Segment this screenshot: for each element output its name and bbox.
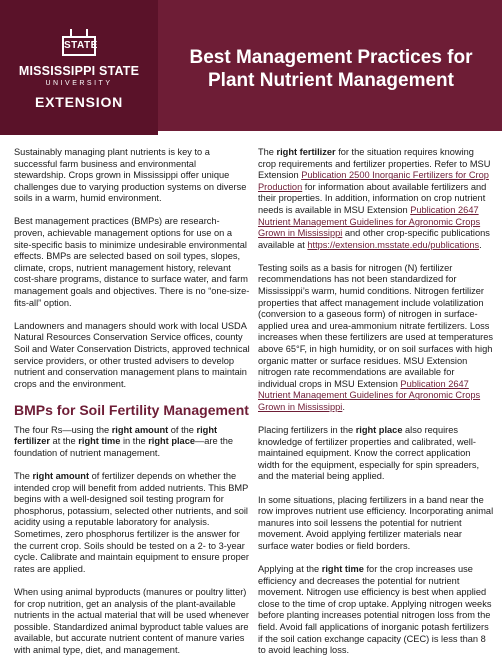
bmp-definition-paragraph: Best management practices (BMPs) are research-proven, achievable management options for use on a site-specific basis to minimize undesirable environmental effects. BMPs are selected based on soil types, slopes, climate, crops, nutrient management history, relevant cost-share programs, distance to surface water, and farm management goals and objectives. There is no “one-size-fits-all” option.	[14, 216, 250, 308]
nitrogen-testing-paragraph: Testing soils as a basis for nitrogen (N) fertilizer recommendations has not been standardized for Mississippi’s warm, humid conditions. Nitrogen fertilizer properties that affect management include volatilization (conversion to a gaseous form) of nitrogen in surface-applied urea and urea-ammonium nitrate fertilizers. Loss increases when these fertilizers are used at temperatures above 65°F, in high humidity, or on soil surfaces with high organic matter or surface residues. MSU Extension nitrogen rate recommendations are available for individual crops in MSU Extension Publication 2647 Nutrient Management Guidelines for Agronomic Crops Grown in Mississippi.	[258, 262, 493, 412]
section-heading-soil-fertility: BMPs for Soil Fertility Management	[14, 401, 249, 418]
band-placement-paragraph: In some situations, placing fertilizers in a band near the row improves nutrient use efficiency. Incorporating animal manures into soil lessens the potential for nutrient movement. Avoid applying fertilizer materials near surface water bodies or field borders.	[258, 494, 494, 551]
right-amount-paragraph: The right amount of fertilizer depends on whether the intended crop will benefit from added nutrients. This BMP begins with a well-designed soil testing program for phosphorus, potassium, selected other nutrients, and soil acidity using a reputable laboratory for analysis. Sometimes, zero phosphorus fertilizer is the answer for the current crop. Soils should be tested on a 2- to 3-year cycle. Calibrate and maintain equipment to ensure proper rates are applied.	[14, 471, 249, 574]
page-title-line1: Best Management Practices for	[189, 47, 473, 68]
right-column	[258, 147, 494, 668]
logo-university-name: MISSISSIPPI STATE	[18, 64, 140, 78]
publications-url-link[interactable]: https://extension.msstate.edu/publications	[307, 239, 480, 250]
four-rs-paragraph: The four Rs—using the right amount of the right fertilizer at the right time in the right place—are the foundation of nutrient management.	[14, 424, 234, 458]
logo-university-word: UNIVERSITY	[45, 80, 113, 87]
left-column	[14, 147, 250, 668]
page-title	[168, 46, 494, 92]
right-time-paragraph: Applying at the right time for the crop increases use efficiency and decreases the potential for nutrient movement. Nitrogen use efficiency is best when applied close to the time of crop uptake. Applying nitrogen weeks before planting increases potential nitrogen loss from the field. Avoid fall applications of inorganic potash fertilizers if the soil cation exchange capacity (CEC) is less than 8 to avoid leaching loss.	[258, 564, 492, 656]
publication-2647-link-2[interactable]: Publication 2647 Nutrient Management Guidelines for Agronomic Crops Grown in Mississippi	[258, 378, 481, 412]
right-place-paragraph: Placing fertilizers in the right place also requires knowledge of fertilizer properties and calibrated, well-maintained equipment. Know the correct application width for the equipment, especially for spin spreaders, and the material being applied.	[258, 425, 480, 482]
advisers-paragraph: Landowners and managers should work with local USDA Natural Resources Conservation Service offices, county Soil and Water Conservation Districts, approved technical service providers, or other trusted advisers to develop nutrient and conservation management plans to maintain crops and the environment.	[14, 320, 250, 389]
state-emblem-icon: STATE	[62, 36, 96, 56]
logo-extension-word: EXTENSION	[34, 94, 124, 110]
page-title-line2: Plant Nutrient Management	[208, 70, 454, 91]
header-banner	[0, 0, 502, 135]
animal-byproducts-paragraph: When using animal byproducts (manures or poultry litter) for crop nutrition, get an analysis of the plant-available nutrients in the actual material that will be used whenever possible. Standardized animal byproduct table values are available, but accurate nutrient content of manure varies with animal type, diet, and management.	[14, 586, 249, 655]
msu-extension-logo[interactable]	[0, 0, 158, 135]
publication-2500-link[interactable]: Publication 2500 Inorganic Fertilizers for Crop Production	[258, 170, 489, 192]
right-fertilizer-paragraph: The right fertilizer for the situation requires knowing crop requirements and fertilizer properties. Refer to MSU Extension Publication 2500 Inorganic Fertilizers for Crop Production for information about available fertilizers and their properties. In addition, information on crop nutrient needs is available in MSU Extension Publication 2647 Nutrient Management Guidelines for Agronomic Crops Grown in Mississippi and other crop-specific publications available at https://extension.msstate.edu/publications.	[258, 147, 491, 250]
intro-paragraph: Sustainably managing plant nutrients is key to a successful farm business and environmental stewardship. Crops grown in Mississippi offer unique challenges due to varying production systems on diverse soils in a warm, humid environment.	[14, 147, 247, 204]
publication-2647-link[interactable]: Publication 2647 Nutrient Management Guidelines for Agronomic Crops Grown in Mississippi	[258, 204, 481, 239]
